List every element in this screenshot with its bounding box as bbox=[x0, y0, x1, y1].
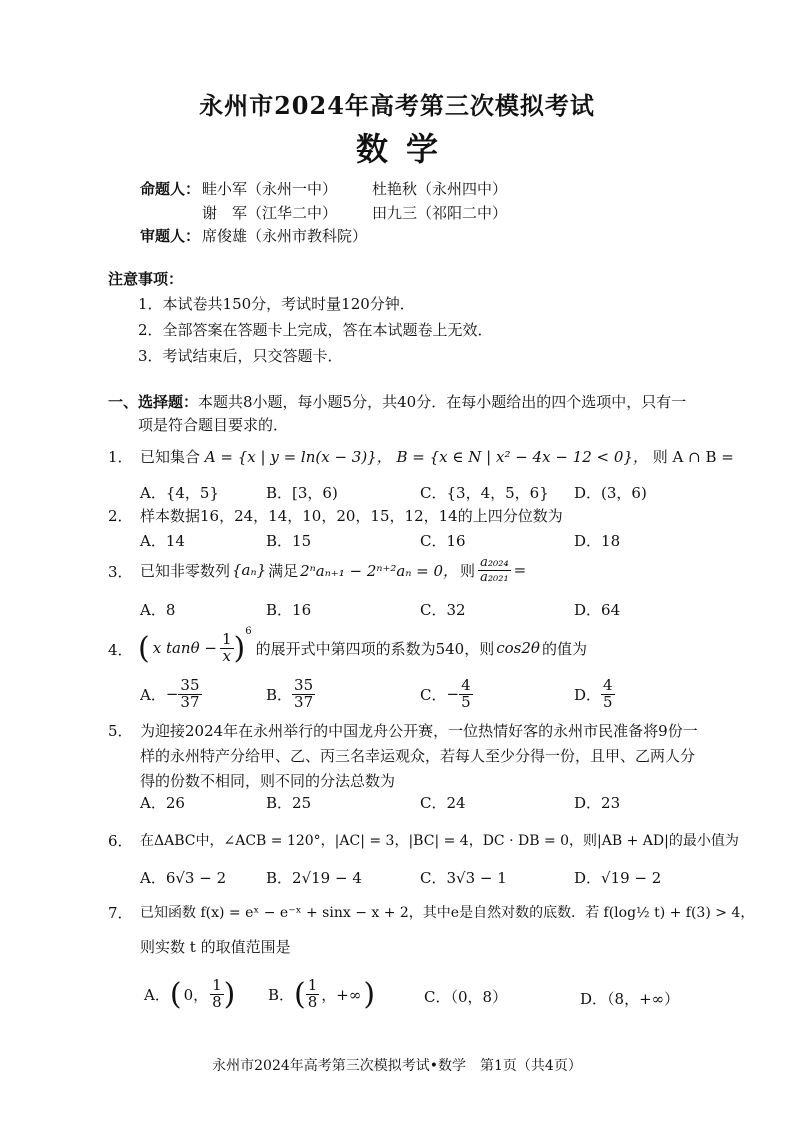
q1-set-a: A = {x | y = ln(x − 3)}， bbox=[204, 448, 392, 466]
q6-option-a[interactable]: A．6√3 − 2 bbox=[140, 869, 227, 887]
q1-option-d[interactable]: D．(3，6) bbox=[574, 484, 647, 502]
question-4-num: 4． bbox=[108, 641, 133, 659]
question-5-num: 5． bbox=[108, 722, 133, 740]
question-6-num: 6． bbox=[108, 832, 133, 850]
q3-frac-num: a₂₀₂₄ bbox=[480, 554, 509, 570]
question-4-stem bbox=[138, 622, 587, 674]
q3-post: 则 bbox=[460, 561, 476, 580]
question-7-line2: 则实数 t 的取值范围是 bbox=[140, 938, 291, 956]
proposer-2: 杜艳秋（永州四中） bbox=[372, 180, 508, 198]
q1-option-b[interactable]: B．[3，6) bbox=[266, 484, 338, 502]
q5-option-b[interactable]: B．25 bbox=[266, 794, 312, 812]
q1-option-c[interactable]: C．{3，4，5，6} bbox=[420, 484, 549, 502]
q1-set-b: B = {x ∈ N | x² − 4x − 12 < 0}， bbox=[396, 448, 648, 466]
q4-option-b-den: 37 bbox=[294, 692, 314, 711]
question-1-stem bbox=[140, 446, 734, 467]
reviewer-label: 审题人： bbox=[140, 227, 201, 245]
q4-paren-open: ( bbox=[138, 630, 150, 666]
q4-option-a-den: 37 bbox=[180, 692, 200, 711]
q1-option-a[interactable]: A．{4，5} bbox=[140, 484, 220, 502]
q6-option-b[interactable]: B．2√19 − 4 bbox=[266, 869, 362, 887]
section-intro-line1: 本题共8小题，每小题5分，共40分．在每小题给出的四个选项中，只有一 bbox=[198, 393, 687, 411]
q7-option-a-num: 1 bbox=[212, 975, 222, 994]
q7-option-a-left: 0， bbox=[183, 985, 209, 1004]
q7-option-b[interactable] bbox=[268, 970, 375, 1018]
q4-frac-num: 1 bbox=[221, 629, 232, 648]
notice-item: 3．考试结束后，只交答题卡． bbox=[138, 347, 343, 365]
q4-option-a-label: A． bbox=[140, 685, 166, 704]
q4-fraction bbox=[220, 629, 234, 665]
q7-option-a-den: 8 bbox=[212, 992, 222, 1011]
q6-option-c[interactable]: C．3√3 − 1 bbox=[420, 869, 507, 887]
q5-option-d[interactable]: D．23 bbox=[574, 794, 621, 812]
question-5-line1: 为迎接2024年在永州举行的中国龙舟公开赛，一位热情好客的永州市民准备将9份一 bbox=[140, 722, 698, 740]
q4-stem: 的展开式中第四项的系数为540，则 bbox=[255, 639, 495, 658]
q4-option-c-frac bbox=[459, 675, 473, 711]
question-2-stem: 样本数据16，24，14，10，20，15，12，14的上四分位数为 bbox=[140, 507, 563, 525]
q4-option-a-frac bbox=[178, 675, 201, 711]
q4-option-b-num: 35 bbox=[294, 675, 314, 694]
q4-option-a[interactable] bbox=[140, 674, 202, 714]
q4-option-c-label: C． bbox=[420, 685, 447, 704]
q4-frac-den: x bbox=[222, 646, 231, 665]
section-intro bbox=[108, 391, 686, 412]
q3-frac-den: a₂₀₂₁ bbox=[480, 569, 509, 585]
q5-option-a[interactable]: A．26 bbox=[140, 794, 185, 812]
q6-option-d[interactable]: D．√19 − 2 bbox=[574, 869, 662, 887]
q2-option-b[interactable]: B．15 bbox=[266, 532, 312, 550]
q7-option-b-right: ，+∞ bbox=[321, 985, 362, 1004]
reviewer: 席俊雄（永州市教科院） bbox=[202, 227, 368, 245]
q4-option-b-label: B． bbox=[266, 685, 293, 704]
q7-option-b-frac bbox=[306, 975, 320, 1011]
q2-option-c[interactable]: C．16 bbox=[420, 532, 466, 550]
proposers-label: 命题人： bbox=[140, 180, 201, 198]
question-1-num: 1． bbox=[108, 448, 133, 466]
q3-fraction bbox=[478, 556, 511, 584]
q4-option-a-num: 35 bbox=[180, 675, 200, 694]
q7-option-b-den: 8 bbox=[307, 992, 318, 1011]
q7-option-a[interactable] bbox=[144, 970, 235, 1018]
q3-eq: = bbox=[513, 561, 527, 579]
q3-option-c[interactable]: C．32 bbox=[420, 601, 466, 619]
section-heading: 一、选择题： bbox=[108, 393, 199, 411]
q5-option-c[interactable]: C．24 bbox=[420, 794, 466, 812]
q4-cos: cos2θ bbox=[496, 639, 540, 657]
q4-option-d-frac bbox=[601, 675, 615, 711]
q4-option-d[interactable] bbox=[574, 674, 615, 714]
question-6-stem: 在ΔABC中，∠ACB = 120°，|AC| = 3，|BC| = 4，DC · DB = 0，则|AB + AD|的最小值为 bbox=[140, 833, 739, 849]
q7-option-c[interactable]: C．（0，8） bbox=[424, 988, 508, 1006]
notice-title: 注意事项： bbox=[108, 270, 184, 288]
section-intro-line2: 项是符合题目要求的． bbox=[138, 416, 289, 434]
q4-option-c-num: 4 bbox=[461, 675, 471, 694]
q7-option-b-label: B． bbox=[268, 985, 295, 1004]
question-3-num: 3． bbox=[108, 563, 133, 581]
q7-b-paren-close: ) bbox=[363, 976, 376, 1012]
q3-expr: 2ⁿaₙ₊₁ − 2ⁿ⁺²aₙ = 0， bbox=[300, 561, 459, 580]
q4-option-c-den: 5 bbox=[461, 692, 471, 711]
q7-a-paren-open: ( bbox=[169, 976, 182, 1012]
q4-option-b-frac bbox=[292, 675, 315, 711]
question-2-num: 2． bbox=[108, 507, 133, 525]
q3-option-b[interactable]: B．16 bbox=[266, 601, 312, 619]
q3-seq: {aₙ} bbox=[232, 561, 267, 579]
q4-option-d-den: 5 bbox=[603, 692, 613, 711]
q3-option-a[interactable]: A．8 bbox=[140, 601, 176, 619]
q7-option-b-num: 1 bbox=[307, 975, 318, 994]
proposer-1: 畦小军（永州一中） bbox=[202, 180, 338, 198]
question-7-line1: 已知函数 f(x) = eˣ − e⁻ˣ + sinx − x + 2，其中e是自然对数的底数．若 f(log½ t) + f(3) > 4， bbox=[140, 905, 755, 921]
question-3-stem bbox=[140, 550, 526, 590]
q3-option-d[interactable]: D．64 bbox=[574, 601, 621, 619]
q2-option-a[interactable]: A．14 bbox=[140, 532, 185, 550]
q7-a-paren-close: ) bbox=[223, 976, 236, 1012]
q4-option-d-num: 4 bbox=[603, 675, 613, 694]
subject-title: 数学 bbox=[355, 130, 456, 168]
q4-paren-close: ) bbox=[233, 630, 246, 666]
q4-option-a-sign: − bbox=[165, 685, 179, 703]
notice-item: 1．本试卷共150分，考试时量120分钟． bbox=[138, 295, 415, 313]
question-5-line2: 样的永州特产分给甲、乙、丙三名幸运观众，若每人至少分得一份，且甲、乙两人分 bbox=[140, 747, 696, 765]
q7-option-a-label: A． bbox=[144, 985, 170, 1004]
q3-mid: 满足 bbox=[268, 561, 299, 580]
q4-option-b[interactable] bbox=[266, 674, 315, 714]
q7-option-d[interactable]: D．（8，+∞） bbox=[580, 990, 680, 1008]
q2-option-d[interactable]: D．18 bbox=[574, 532, 621, 550]
q1-post: 则 A ∩ B = bbox=[652, 448, 734, 466]
q3-pre: 已知非零数列 bbox=[140, 561, 231, 580]
question-5-line3: 得的份数不相同，则不同的分法总数为 bbox=[140, 772, 396, 790]
proposer-3: 谢 军（江华二中） bbox=[202, 204, 338, 222]
q7-b-paren-open: ( bbox=[294, 976, 306, 1012]
q1-pre: 已知集合 bbox=[140, 448, 201, 466]
q4-stem-end: 的值为 bbox=[541, 639, 587, 658]
q4-option-c-sign: − bbox=[446, 685, 460, 703]
q4-expr: x tanθ − bbox=[152, 639, 217, 657]
proposer-4: 田九三（祁阳二中） bbox=[372, 204, 508, 222]
question-7-num: 7． bbox=[108, 904, 133, 922]
exam-title: 永州市2024年高考第三次模拟考试 bbox=[199, 91, 595, 120]
notice-item: 2．全部答案在答题卡上完成，答在本试题卷上无效． bbox=[138, 321, 493, 339]
page-footer: 永州市2024年高考第三次模拟考试•数学 第1页（共4页） bbox=[212, 1058, 582, 1074]
q4-option-d-label: D． bbox=[574, 685, 602, 704]
q7-option-a-frac bbox=[210, 975, 224, 1011]
q4-option-c[interactable] bbox=[420, 674, 473, 714]
q4-power: 6 bbox=[245, 626, 252, 637]
